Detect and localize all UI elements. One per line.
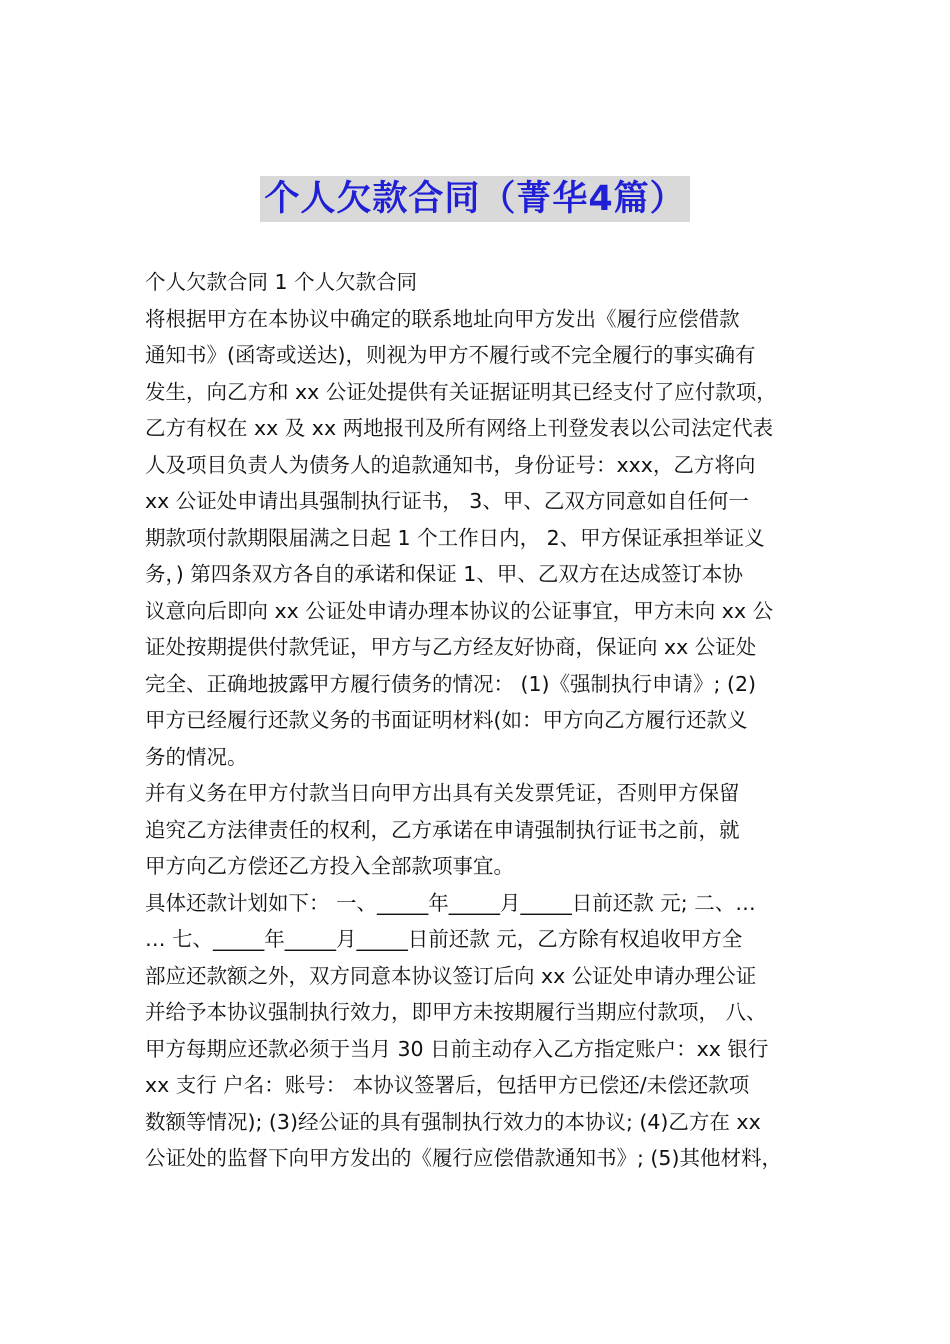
body-line: 完全、正确地披露甲方履行债务的情况： (1)《强制执行申请》; (2) xyxy=(145,671,757,696)
body-line: xx 公证处申请出具强制执行证书， 3、甲、乙双方同意如自任何一 xyxy=(145,489,749,513)
body-line: 公证处的监督下向甲方发出的《履行应偿借款通知书》; (5)其他材料， xyxy=(145,1146,782,1170)
body-line: xx 支行 户名：账号： 本协议签署后，包括甲方已偿还/未偿还款项 xyxy=(145,1073,750,1097)
body-line: 乙方有权在 xx 及 xx 两地报刊及所有网络上刊登发表以公司法定代表 xyxy=(145,416,774,440)
title-container xyxy=(0,176,950,222)
body-line: 甲方每期应还款必须于当月 30 日前主动存入乙方指定账户：xx 银行 xyxy=(145,1036,769,1061)
body-line: 个人欠款合同 1 个人欠款合同 xyxy=(145,270,418,294)
body-line: … 七、_____年_____月_____日前还款 元，乙方除有权追收甲方全 xyxy=(145,927,743,951)
body-line: 甲方已经履行还款义务的书面证明材料(如：甲方向乙方履行还款义 xyxy=(145,708,748,732)
body-line: 部应还款额之外，双方同意本协议签订后向 xx 公证处申请办理公证 xyxy=(145,963,757,988)
body-line: 并有义务在甲方付款当日向甲方出具有关发票凭证，否则甲方保留 xyxy=(145,781,740,805)
body-line: 期款项付款期限届满之日起 1 个工作日内， 2、甲方保证承担举证义 xyxy=(145,525,765,550)
body-line: 并给予本协议强制执行效力，即甲方未按期履行当期应付款项， 八、 xyxy=(145,1000,767,1024)
body-line: 发生，向乙方和 xx 公证处提供有关证据证明其已经支付了应付款项， xyxy=(145,379,777,404)
document-body xyxy=(145,264,810,1177)
body-line: 务，) 第四条双方各自的承诺和保证 1、甲、乙双方在达成签订本协 xyxy=(145,562,743,586)
body-line: 具体还款计划如下： 一、_____年_____月_____日前还款 元; 二、… xyxy=(145,890,756,915)
body-line: 议意向后即向 xx 公证处申请办理本协议的公证事宜，甲方未向 xx 公 xyxy=(145,598,774,623)
body-line: 通知书》(函寄或送达)，则视为甲方不履行或不完全履行的事实确有 xyxy=(145,343,756,367)
body-line: 务的情况。 xyxy=(145,744,248,769)
body-line: 数额等情况); (3)经公证的具有强制执行效力的本协议; (4)乙方在 xx xyxy=(145,1109,761,1134)
document-title: 个人欠款合同（菁华4篇） xyxy=(260,176,689,222)
body-line: 甲方向乙方偿还乙方投入全部款项事宜。 xyxy=(145,854,514,878)
body-line: 证处按期提供付款凭证，甲方与乙方经友好协商，保证向 xx 公证处 xyxy=(145,635,757,659)
body-line: 人及项目负责人为债务人的追款通知书，身份证号：xxx，乙方将向 xyxy=(145,452,756,477)
body-line: 将根据甲方在本协议中确定的联系地址向甲方发出《履行应偿借款 xyxy=(145,306,740,331)
body-line: 追究乙方法律责任的权利，乙方承诺在申请强制执行证书之前，就 xyxy=(145,817,740,842)
